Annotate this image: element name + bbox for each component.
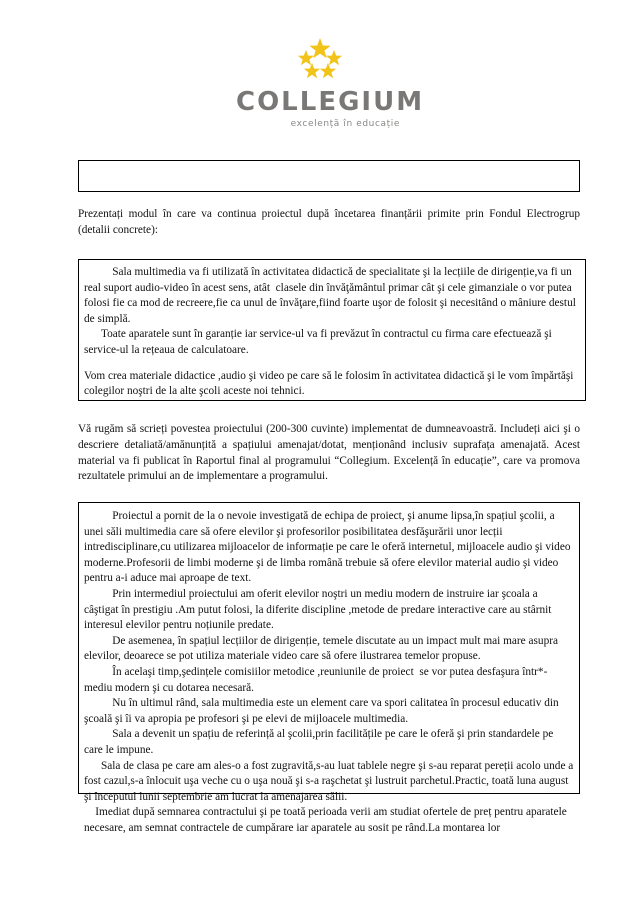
star-cluster-icon <box>297 36 343 82</box>
answer-continuation-paragraph: Vom crea materiale didactice ,audio şi video pe care să le folosim în activitatea didactică şi le vom împărtăşi colegilor noştri de la alte şcoli aceste noi tehnici. <box>84 369 574 398</box>
logo-tagline: excelență în educație <box>290 119 400 129</box>
answer-story-paragraph: Imediat după semnarea contractului şi pe toată perioada verii am studiat ofertele de preț pentru aparatele necesare, am semnat contractele de cumpărare iar aparatele au sosit pe rând.La montarea lor <box>84 806 570 834</box>
empty-title-field <box>78 160 580 192</box>
answer-story-paragraph: Prin intermediul proiectului am oferit elevilor noştri un mediu modern de instruire iar şcoala a câştigat în prestigiu .Am putut folosi, la diferite discipline ,metode de predare interactive care au stârnit interesul elevilor pentru noțiunile predate. <box>84 587 555 632</box>
collegium-logo <box>236 36 425 136</box>
answer-continuation-paragraph: Toate aparatele sunt în garanție iar service-ul va fi prevăzut în contractul cu firma care efectuează şi service-ul la rețeaua de calculatoare. <box>84 328 555 356</box>
answer-continuation-box <box>78 259 586 401</box>
answer-story-box <box>78 502 580 834</box>
answer-story-paragraph: Proiectul a pornit de la o nevoie investigată de echipa de proiect, şi anume lipsa,în spațiul şcolii, a unei săli multimedia care să ofere elevilor şi profesorilor posibilitatea desfăşurării unor lecții intredisciplinare,cu utilizarea mijloacelor de informație pe care le oferă internetul, mijloacele audio şi video moderne.Profesorii de limbi moderne şi de limba română trebuie să ofere elevilor material audio şi video pentru a-i aduce mai aproape de text. <box>84 510 574 585</box>
logo-brand-text: COLLEGIUM <box>236 87 425 117</box>
answer-story-paragraph: Nu în ultimul rând, sala multimedia este un element care va spori calitatea în procesul educativ din şcoală şi îi va apropia pe profesori şi pe elevi de mijloacele multimedia. <box>84 697 562 725</box>
question-project-story: Vă rugăm să scrieți povestea proiectului (200-300 cuvinte) implementat de dumneavoastră. Includeți aici şi o descriere detaliată/amănunțită a spațiului amenajat/dotat, menționând inclusiv suprafața amenajată. Acest material va fi publicat în Raportul final al programului “Collegium. Excelență în educație”, care va promova rezultatele primului an de implementare a programului. <box>78 423 580 483</box>
answer-continuation-paragraph: Sala multimedia va fi utilizată în activitatea didactică de specialitate şi la lecțiile de dirigenție,va fi un real suport audio-video în acest sens, atât clasele din învăţământul primar cât şi cele gimanziale o vor putea folosi fie ca mod de recreere,fie ca unul de învăţare,fiind foarte uşor de folosit şi necesitând o mâniure destul de simplă. <box>84 266 579 325</box>
answer-story-paragraph: Sala a devenit un spațiu de referință al şcolii,prin facilitățile pe care le oferă şi prin standardele pe care le impune. <box>84 728 557 756</box>
answer-story-paragraph: Sala de clasa pe care am ales-o a fost zugravită,s-au luat tablele negre şi s-au reparat pereții acolo unde a fost cazul,s-a înlocuit uşa veche cu o uşa nouă şi s-a raşchetat şi lustruit parchetul.Practic, toată luna august şi începutul lunii septembrie am lucrat la amenajarea sălii. <box>84 759 577 803</box>
answer-story-paragraph: De asemenea, în spațiul lecțiilor de dirigenție, temele discutate au un impact mult mai mare asupra elevilor, deoarece se pot utiliza materiale video care să ofere ilustrarea temelor propuse. <box>84 634 561 663</box>
question-continuation: Prezentați modul în care va continua proiectul după încetarea finanțării primite prin Fondul Electrogrup (detalii concrete): <box>78 208 580 236</box>
answer-story-paragraph: În acelaşi timp,şedințele comisiilor metodice ,reuniunile de proiect se vor putea desfaşura într*- mediu modern şi cu dotarea necesară. <box>84 665 551 694</box>
